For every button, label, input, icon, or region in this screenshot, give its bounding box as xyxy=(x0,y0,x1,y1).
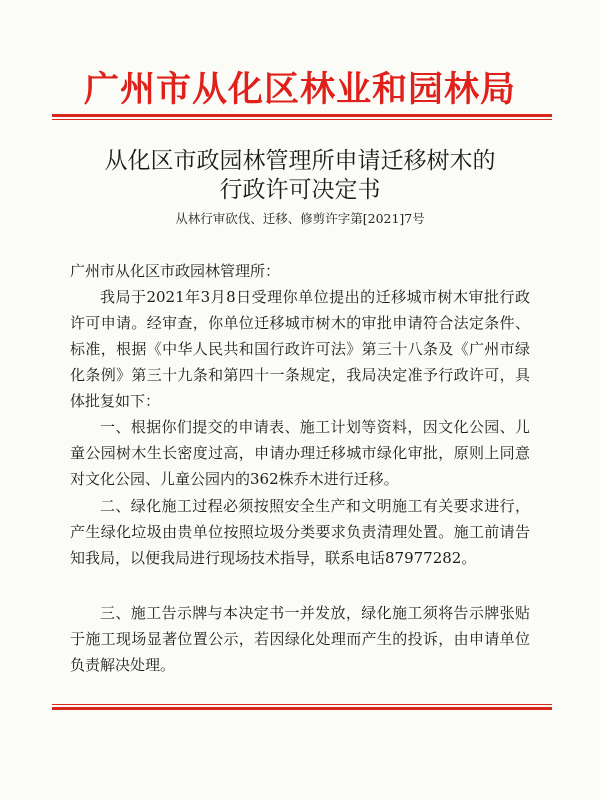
paragraph-item-1: 一、根据你们提交的申请表、施工计划等资料，因文化公园、儿童公园树木生长密度过高，申请办理迁移城市绿化审批，原则上同意对文化公园、儿童公园内的362株乔木进行迁移。 xyxy=(70,418,530,488)
document-title-line-2: 行政许可决定书 xyxy=(219,177,381,203)
paragraph-intro: 我局于2021年3月8日受理你单位提出的迁移城市树木审批行政许可申请。经审查，你单位迁移城市树木的审批申请符合法定条件、标准，根据《中华人民共和国行政许可法》第三十八条及《广州市绿化条例》第三十九条和第四十一条规定，我局决定准予行政许可，具体批复如下： xyxy=(70,288,530,410)
paragraph-item-3: 三、施工告示牌与本决定书一并发放，绿化施工须将告示牌张贴于施工现场显著位置公示，若因绿化处理而产生的投诉，由申请单位负责解决处理。 xyxy=(70,604,530,674)
paragraph-item-2: 二、绿化施工过程必须按照安全生产和文明施工有关要求进行，产生绿化垃圾由贵单位按照垃圾分类要求负责清理处置。施工前请告知我局，以便我局进行现场技术指导，联系电话87977282。 xyxy=(70,497,530,567)
addressee: 广州市从化区市政园林管理所： xyxy=(70,262,281,280)
document-title-line-1: 从化区市政园林管理所申请迁移树木的 xyxy=(104,148,496,174)
document-number: 从林行审砍伐、迁移、修剪许字第[2021]7号 xyxy=(175,211,425,226)
letterhead-title: 广州市从化区林业和园林局 xyxy=(83,70,516,110)
